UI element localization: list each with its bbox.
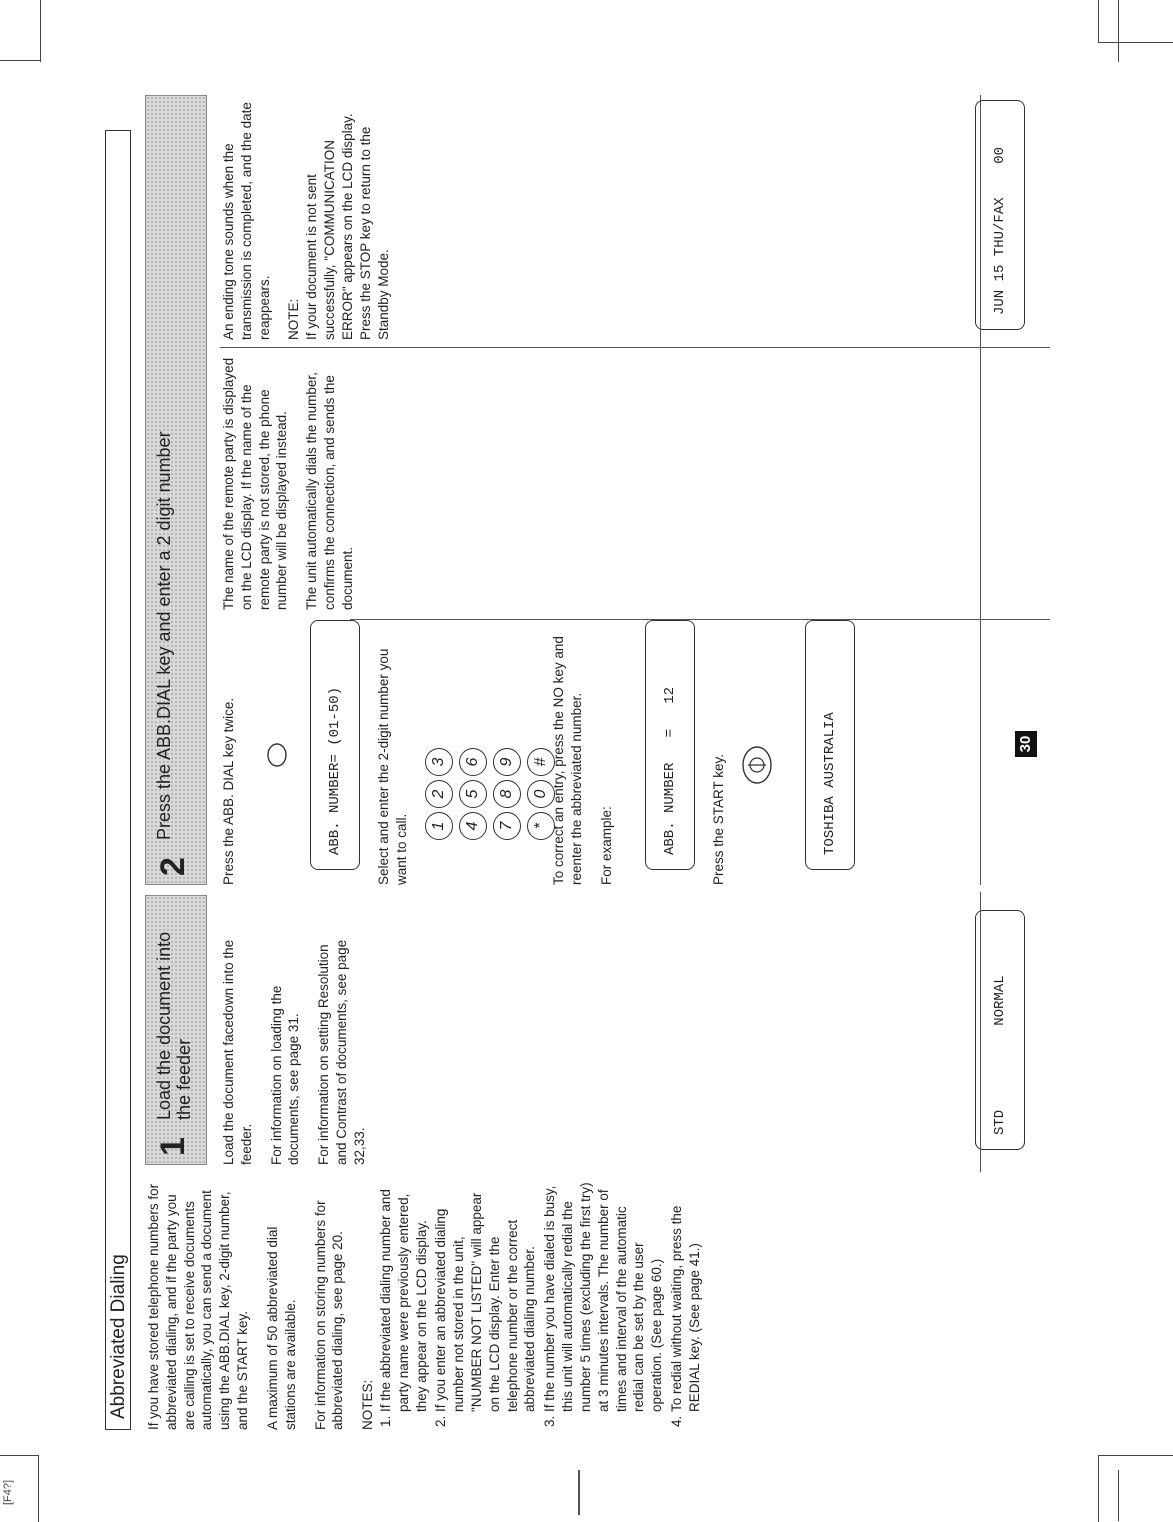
crop-mark-bottom-right [1098,1455,1173,1522]
crop-mark-top-left [0,40,41,61]
abb-dial-key-icon [255,735,295,775]
step2-title: Press the ABB.DIAL key and enter a 2 digit number [154,431,174,840]
note-heading: NOTE: [286,298,302,340]
step2-header [145,95,207,885]
edge-label: [F4?] [2,1479,14,1505]
step1-text-2: For information on loading the documents, see page 31. [268,985,302,1165]
notes-list [377,1180,704,1430]
key-3: 3 [425,748,453,776]
key-hash: # [527,748,555,776]
section-title: Abbreviated Dialing [105,130,131,1430]
step1-text-3: For information on setting Resolution and Contrast of documents, see page 32,33. [316,939,367,1165]
bottom-vertical-rule [578,1470,580,1515]
ending-tone-text: An ending tone sounds when the transmission is completed, and the date reappears. [221,102,272,340]
correct-entry-text: To correct an entry, press the NO key and reenter the abbreviated number. [551,636,584,885]
step1-header [145,895,207,1165]
lcd-display-abb-prompt: ABB. NUMBER= (01-50) [310,620,360,870]
step1-number: 1 [154,1137,192,1156]
auto-dial-text: The unit automatically dials the number, confirms the connection, and sends the document. [304,372,355,610]
key-7: 7 [493,812,521,840]
press-start-text: Press the START key. [711,753,726,885]
crop-mark-bottom-right-2 [1118,1470,1120,1521]
step2-col3 [220,100,404,340]
key-1: 1 [425,812,453,840]
divider-col2-col3 [220,347,1050,348]
crop-mark-top-right [1098,0,1173,43]
intro-paragraph-2: A maximum of 50 abbreviated dial stations are available. [264,1226,298,1430]
notes-heading: NOTES: [360,1379,376,1430]
lcd-display-std: STD NORMAL [975,910,1025,1150]
intro-column [145,1180,706,1430]
select-number-text: Select and enter the 2-digit number you want to call. [376,648,409,885]
start-key-icon [735,740,785,790]
note-text: If your document is not sent successfully, "COMMUNICATION ERROR" appears on the LCD display. Press the STOP key to return to the Standby Mode. [304,113,391,340]
lcd-display-date: JUN 15 THU/FAX 00 [975,100,1025,330]
rotated-page [95,30,1055,1430]
lcd-display-toshiba: TOSHIBA AUSTRALIA [805,620,855,870]
divider-col1-col2 [350,619,1050,620]
remote-party-text: The name of the remote party is displayed on the LCD display. If the name of the remote party is not stored, the phone number will be displayed instead. [221,357,290,610]
key-star: * [527,812,555,840]
key-9: 9 [493,748,521,776]
step2-col1-correct [550,625,627,885]
key-2: 2 [425,780,453,808]
key-8: 8 [493,780,521,808]
note-item-1: 1. If the abbreviated dialing number and party name were previously entered, they appear on the LCD display. [377,1180,430,1412]
step2-col1-select [375,625,423,885]
keypad [425,720,561,840]
step2-number: 2 [154,857,192,876]
key-6: 6 [459,748,487,776]
crop-mark-top-left-2 [40,0,53,62]
note-item-4: 4. To redial without waiting, press the REDIAL key. (See page 41.) [668,1180,704,1412]
key-4: 4 [459,812,487,840]
step1-title: Load the document into the feeder [154,931,194,1120]
key-5: 5 [459,780,487,808]
lcd-display-abb-12: ABB. NUMBER = 12 [645,620,695,870]
intro-paragraph-1: If you have stored telephone numbers for abbreviated dialing, and if the party you are calling is set to receive documents automatically, you can send a document using the ABB.DIAL key, 2-digit number, and the START key. [146,1183,251,1430]
press-abb-text: Press the ABB. DIAL key twice. [221,697,236,885]
page-number: 30 [1015,731,1037,757]
step2-col1 [220,625,250,885]
step1-text-1: Load the document facedown into the feeder. [221,939,254,1165]
intro-paragraph-3: For information on storing numbers for abbreviated dialing, see page 20. [312,1200,346,1430]
step2-col2 [220,350,369,610]
divider-step1 [980,892,981,1172]
note-item-2: 2. If you enter an abbreviated dialing number not stored in the unit, "NUMBER NOT LISTED" will appear on the LCD display. Enter the telephone number or the correct abbreviated dialing number. [432,1180,539,1412]
crop-mark-top-right-2 [1118,0,1120,62]
for-example-label: For example: [598,806,614,885]
step1-column [220,925,381,1165]
note-item-3: 3. If the number you have dialed is busy, this unit will automatically redial the number 5 times (excluding the first try) at 3 minutes intervals. The number of times and interval of the automatic redial can be set by the user operation. (See page 60.) [541,1180,666,1412]
key-0: 0 [527,780,555,808]
